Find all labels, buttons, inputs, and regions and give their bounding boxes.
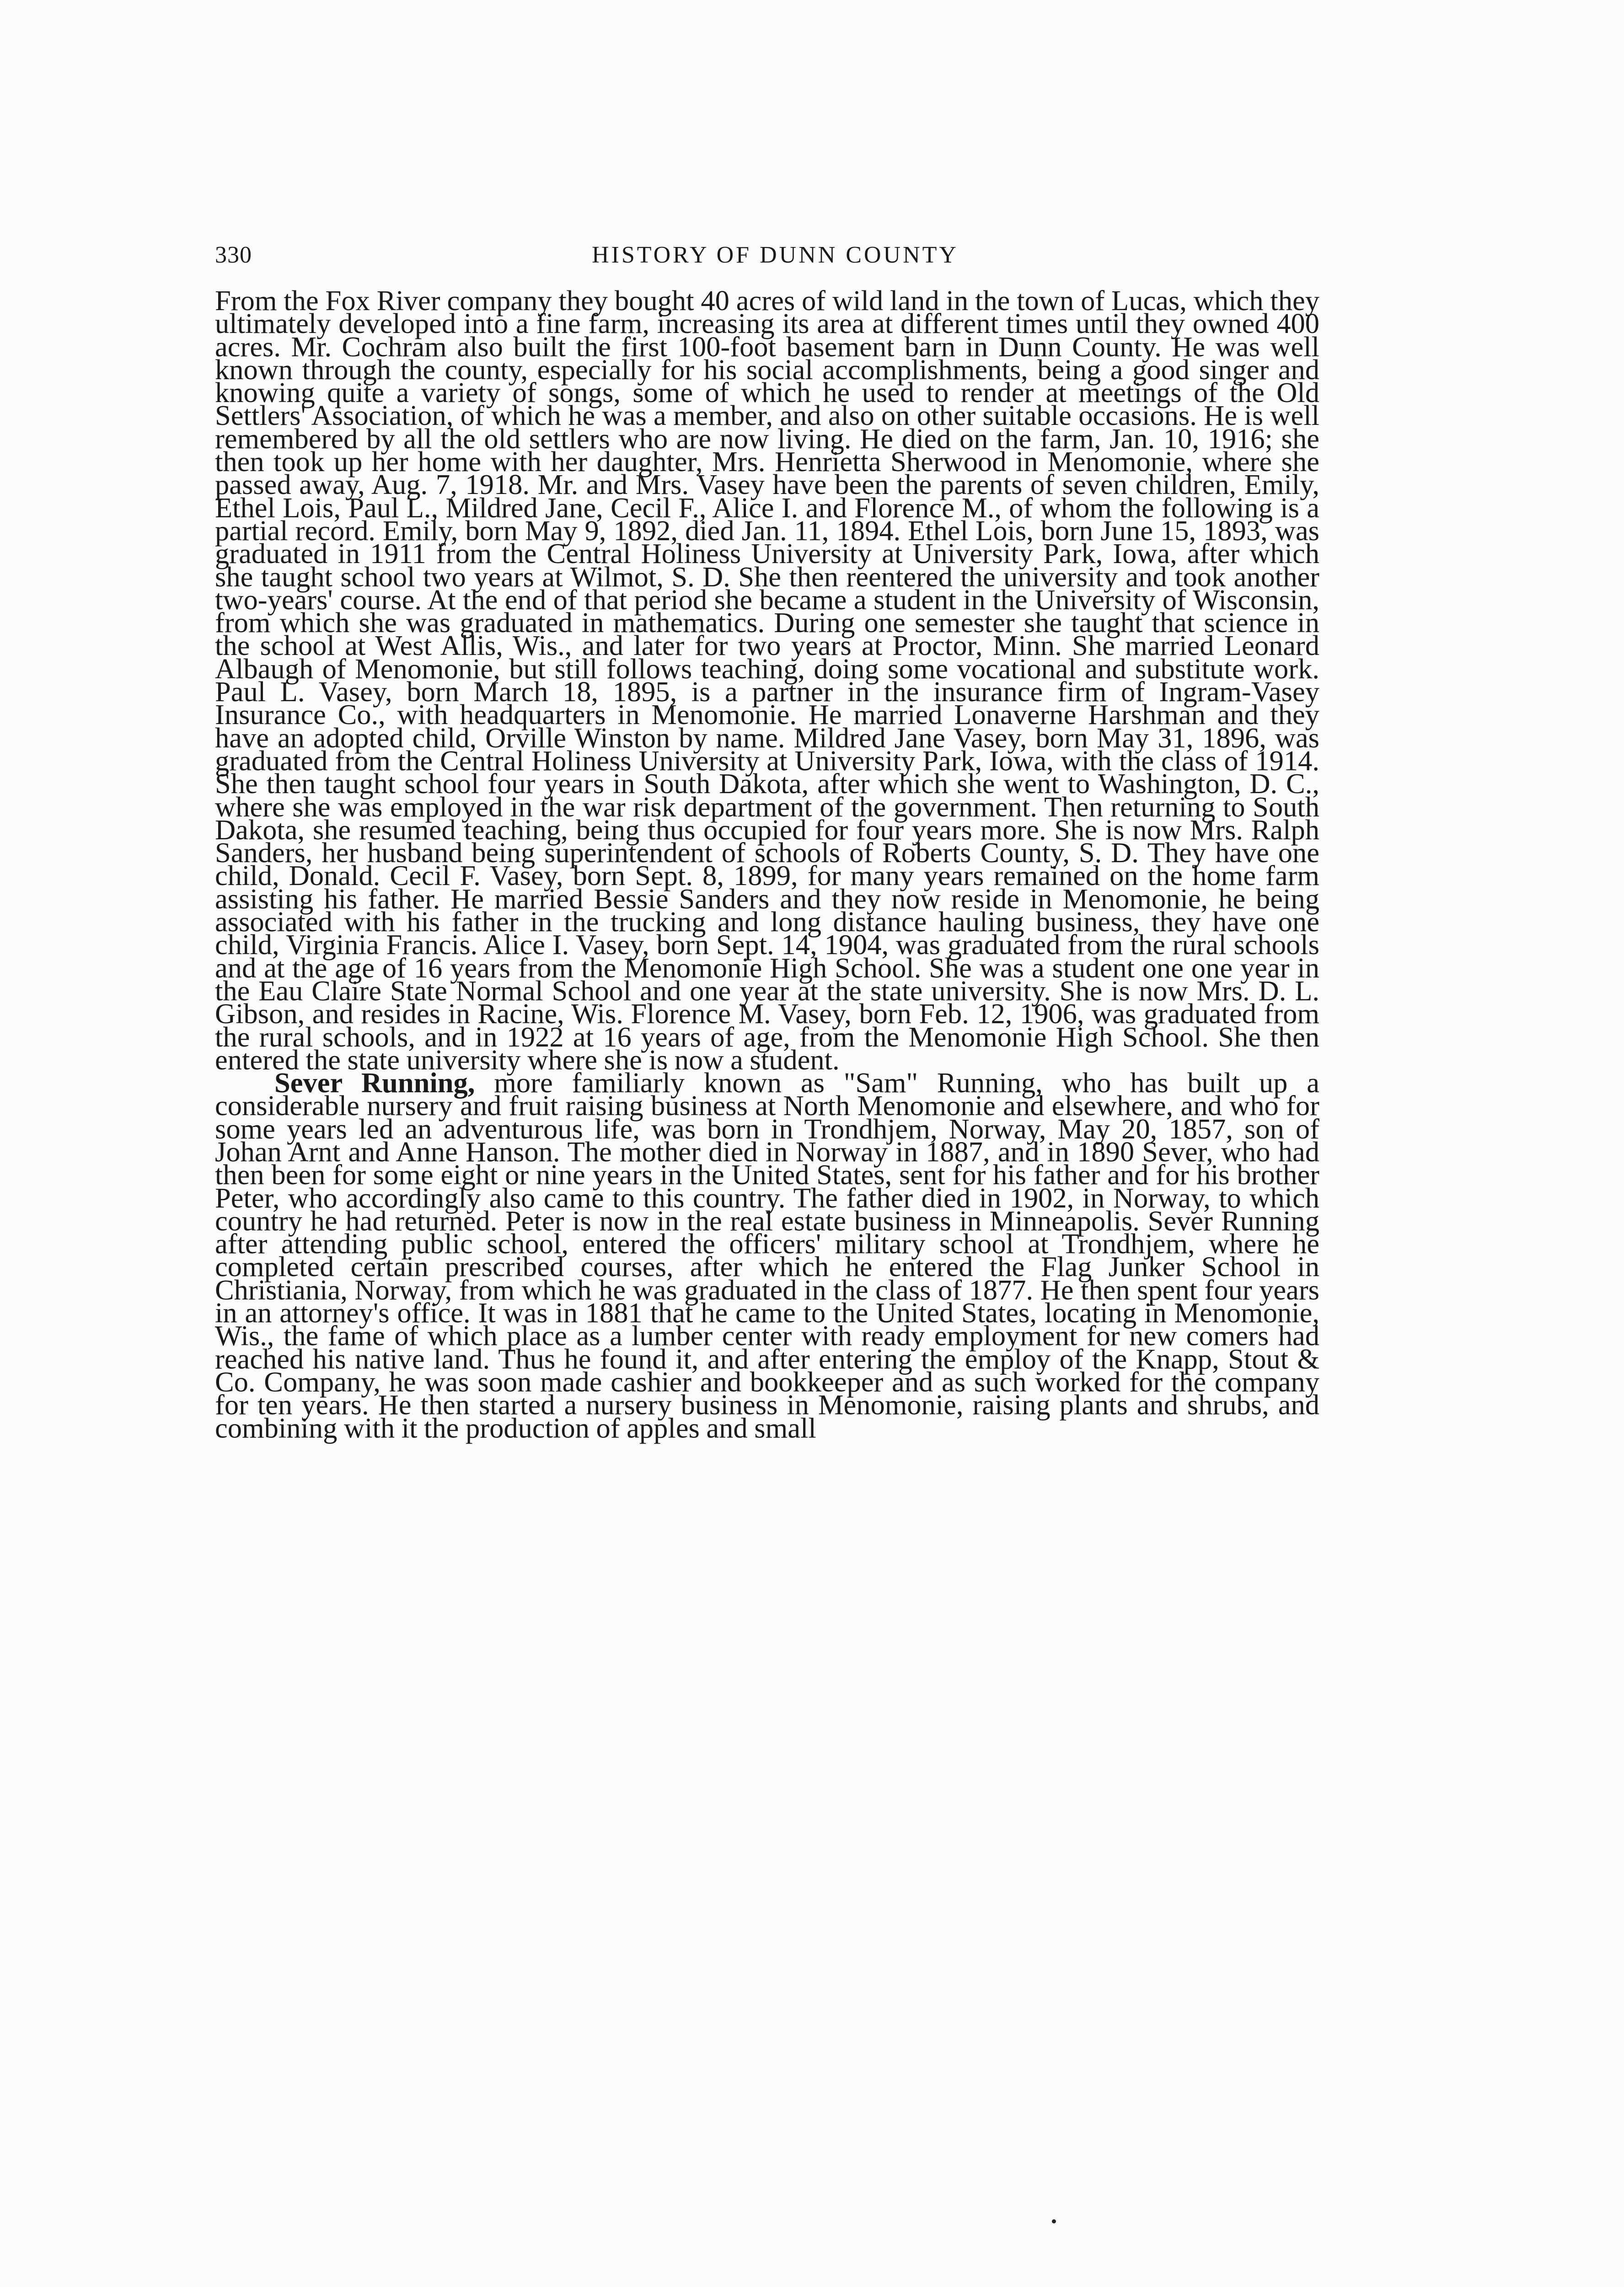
body-text (215, 285, 1319, 1444)
paragraph-vasey-family (215, 285, 1319, 1076)
paragraph-text: more familiarly known as "Sam" Running, who has built up a considerable nursery and fruit raising business at North Menomonie and elsewhere, and who for some years led an adventurous life, was born in Trondhjem, Norway, May 20, 1857, son of Johan Arnt and Anne Hanson. The mother died in Norway in 1887, and in 1890 Sever, who had then been for some eight or nine years in the United States, sent for his father and for his brother Peter, who accordingly also came to this country. The father died in 1902, in Norway, to which country he had returned. Peter is now in the real estate business in Minneapolis. Sever Running after attending public school, entered the officers' military school at Trondhjem, where he completed certain prescribed courses, after which he entered the Flag Junker School in Christiania, Norway, from which he was graduated in the class of 1877. He then spent four years in an attorney's office. It was in 1881 that he came to the United States, locating in Menomonie, Wis., the fame of which place as a lumber center with ready employment for new comers had reached his native land. Thus he found it, and after entering the employ of the Knapp, Stout & Co. Company, he was soon made cashier and bookkeeper and as such worked for the company for ten years. He then started a nursery business in Menomonie, raising plants and shrubs, and combining with it the production of apples and small (215, 1067, 1319, 1444)
biography-subject-name: Sever Running, (274, 1067, 475, 1099)
running-title: HISTORY OF DUNN COUNTY (592, 242, 959, 268)
paragraph-sever-running (215, 1067, 1319, 1444)
ink-speck (1052, 2219, 1056, 2223)
page-number: 330 (215, 242, 252, 268)
paragraph-text: From the Fox River company they bought 40 acres of wild land in the town of Lucas, which they ultimately developed into a fine farm, increasing its area at different times until they owned 400 acres. Mr. Cochram also built the first 100-foot basement barn in Dunn County. He was well known through the county, especially for his social accomplishments, being a good singer and knowing quite a variety of songs, some of which he used to render at meetings of the Old Settlers' Association, of which he was a member, and also on other suitable occasions. He is well remembered by all the old settlers who are now living. He died on the farm, Jan. 10, 1916; she then took up her home with her daughter, Mrs. Henrietta Sherwood in Menomonie, where she passed away, Aug. 7, 1918. Mr. and Mrs. Vasey have been the parents of seven children, Emily, Ethel Lois, Paul L., Mildred Jane, Cecil F., Alice I. and Florence M., of whom the following is a partial record. Emily, born May 9, 1892, died Jan. 11, 1894. Ethel Lois, born June 15, 1893, was graduated in 1911 from the Central Holiness University at University Park, Iowa, after which she taught school two years at Wilmot, S. D. She then reentered the university and took another two-years' course. At the end of that period she became a student in the University of Wisconsin, from which she was graduated in mathematics. During one semester she taught that science in the school at West Allis, Wis., and later for two years at Proctor, Minn. She married Leonard Albaugh of Menomonie, but still follows teaching, doing some vocational and substitute work. Paul L. Vasey, born March 18, 1895, is a partner in the insurance firm of Ingram-Vasey Insurance Co., with headquarters in Menomonie. He married Lonaverne Harshman and they have an adopted child, Orville Winston by name. Mildred Jane Vasey, born May 31, 1896, was graduated from the Central Holiness University at University Park, Iowa, with the class of 1914. She then taught school four years in South Dakota, after which she went to Washington, D. C., where she was employed in the war risk department of the government. Then returning to South Dakota, she resumed teaching, being thus occupied for four years more. She is now Mrs. Ralph Sanders, her husband being superintendent of schools of Roberts County, S. D. They have one child, Donald. Cecil F. Vasey, born Sept. 8, 1899, for many years remained on the home farm assisting his father. He married Bessie Sanders and they now reside in Menomonie, he being associated with his father in the trucking and long distance hauling business, they have one child, Virginia Francis. Alice I. Vasey, born Sept. 14, 1904, was graduated from the rural schools and at the age of 16 years from the Menomonie High School. She was a student one one year in the Eau Claire State Normal School and one year at the state university. She is now Mrs. D. L. Gibson, and resides in Racine, Wis. Florence M. Vasey, born Feb. 12, 1906, was graduated from the rural schools, and in 1922 at 16 years of age, from the Menomonie High School. She then entered the state university where she is now a student. (215, 285, 1319, 1076)
running-head (215, 242, 1335, 278)
